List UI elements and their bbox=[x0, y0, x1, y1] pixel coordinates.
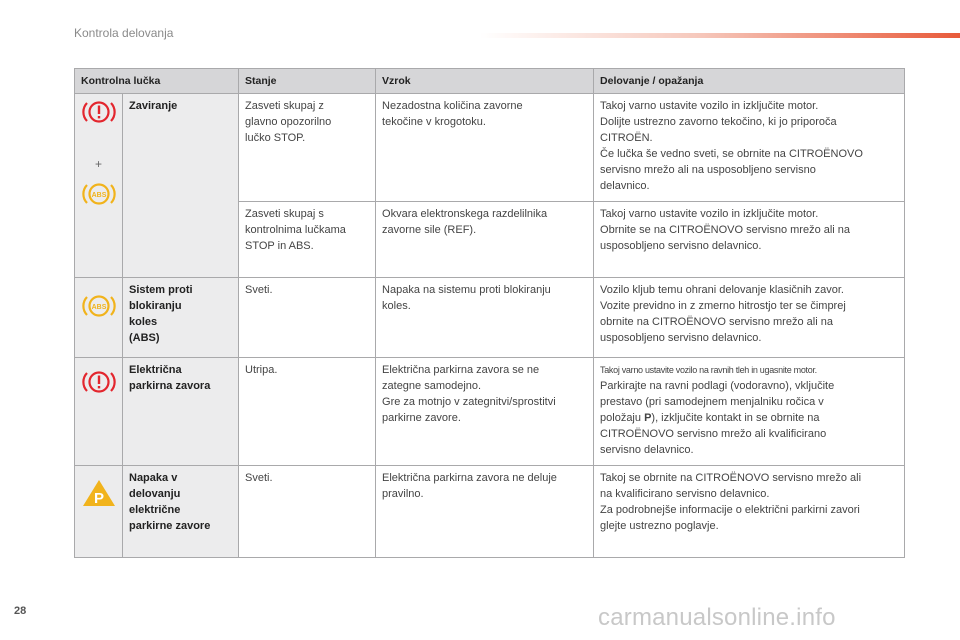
abs-icon bbox=[81, 292, 117, 320]
light-name: Zaviranje bbox=[123, 94, 239, 278]
vzrok-cell: Nezadostna količina zavorne tekočine v krogotoku. bbox=[376, 94, 594, 202]
warning-lights-table bbox=[74, 68, 905, 558]
watermark: carmanualsonline.info bbox=[598, 604, 836, 631]
delovanje-cell: Takoj varno ustavite vozilo in izključite motor. Obrnite se na CITROËNOVO servisno mrežo ali na usposobljeno servisno delavnico. bbox=[594, 202, 905, 278]
abs-icon bbox=[81, 180, 117, 208]
delovanje-cell: Takoj se obrnite na CITROËNOVO servisno mrežo ali na kvalificirano servisno delavnico. Za podrobnejše informacije o električni parkirni zavori glejte ustrezno poglavje. bbox=[594, 466, 905, 558]
delovanje-cell: Takoj varno ustavite vozilo in izključite motor. Dolijte ustrezno zavorno tekočino, ki jo priporoča CITROËN. Če lučka še vedno sveti, se obrnite na CITROËNOVO servisno mrežo ali na usposobljeno servisno delavnico. bbox=[594, 94, 905, 202]
svg-text:ABS: ABS bbox=[91, 192, 106, 199]
column-header: Kontrolna lučka bbox=[75, 69, 239, 94]
vzrok-cell: Napaka na sistemu proti blokiranju koles. bbox=[376, 278, 594, 358]
brake-warning-icon bbox=[81, 98, 117, 126]
icon-cell bbox=[75, 94, 123, 278]
delovanje-cell: Takoj varno ustavite vozilo na ravnih tleh in ugasnite motor. Parkirajte na ravni podlagi (vodoravno), vključite prestavo (pri samodejnem menjalniku ročica v položaju P), izključite kontakt in se obrnite na CITROËNOVO servisno mrežo ali kvalificirano servisno delavnico. bbox=[594, 358, 905, 466]
delovanje-cell: Vozilo kljub temu ohrani delovanje klasičnih zavor. Vozite previdno in z zmerno hitrostjo ter se čimprej obrnite na CITROËNOVO servisno mrežo ali na usposobljeno servisno delavnico. bbox=[594, 278, 905, 358]
stanje-cell: Zasveti skupaj z glavno opozorilno lučko STOP. bbox=[239, 94, 376, 202]
stanje-cell: Sveti. bbox=[239, 278, 376, 358]
light-name: Sistem proti blokiranju koles (ABS) bbox=[123, 278, 239, 358]
brake-warning-icon bbox=[81, 368, 117, 396]
column-header: Stanje bbox=[239, 69, 376, 94]
table-row bbox=[75, 278, 905, 358]
parking-brake-fault-icon bbox=[81, 478, 117, 508]
icon-cell bbox=[75, 278, 123, 358]
light-name: Napaka v delovanju električne parkirne zavore bbox=[123, 466, 239, 558]
stanje-cell: Zasveti skupaj s kontrolnima lučkama STOP in ABS. bbox=[239, 202, 376, 278]
light-name: Električna parkirna zavora bbox=[123, 358, 239, 466]
table-header-row bbox=[75, 69, 905, 94]
table-row bbox=[75, 466, 905, 558]
page-number: 28 bbox=[14, 605, 27, 617]
column-header: Delovanje / opažanja bbox=[594, 69, 905, 94]
table-row bbox=[75, 358, 905, 466]
column-header: Vzrok bbox=[376, 69, 594, 94]
svg-text:P: P bbox=[93, 490, 105, 507]
header-accent-line bbox=[480, 33, 960, 38]
vzrok-cell: Električna parkirna zavora se ne zategne samodejno. Gre za motnjo v zategnitvi/sprostitvi parkirne zavore. bbox=[376, 358, 594, 466]
vzrok-cell: Okvara elektronskega razdelilnika zavorne sile (REF). bbox=[376, 202, 594, 278]
table-row bbox=[75, 94, 905, 202]
plus-sign: + bbox=[94, 157, 102, 171]
vzrok-cell: Električna parkirna zavora ne deluje pravilno. bbox=[376, 466, 594, 558]
section-title: Kontrola delovanja bbox=[74, 26, 174, 40]
stanje-cell: Utripa. bbox=[239, 358, 376, 466]
icon-cell bbox=[75, 466, 123, 558]
icon-cell bbox=[75, 358, 123, 466]
stanje-cell: Sveti. bbox=[239, 466, 376, 558]
svg-text:ABS: ABS bbox=[91, 304, 107, 311]
